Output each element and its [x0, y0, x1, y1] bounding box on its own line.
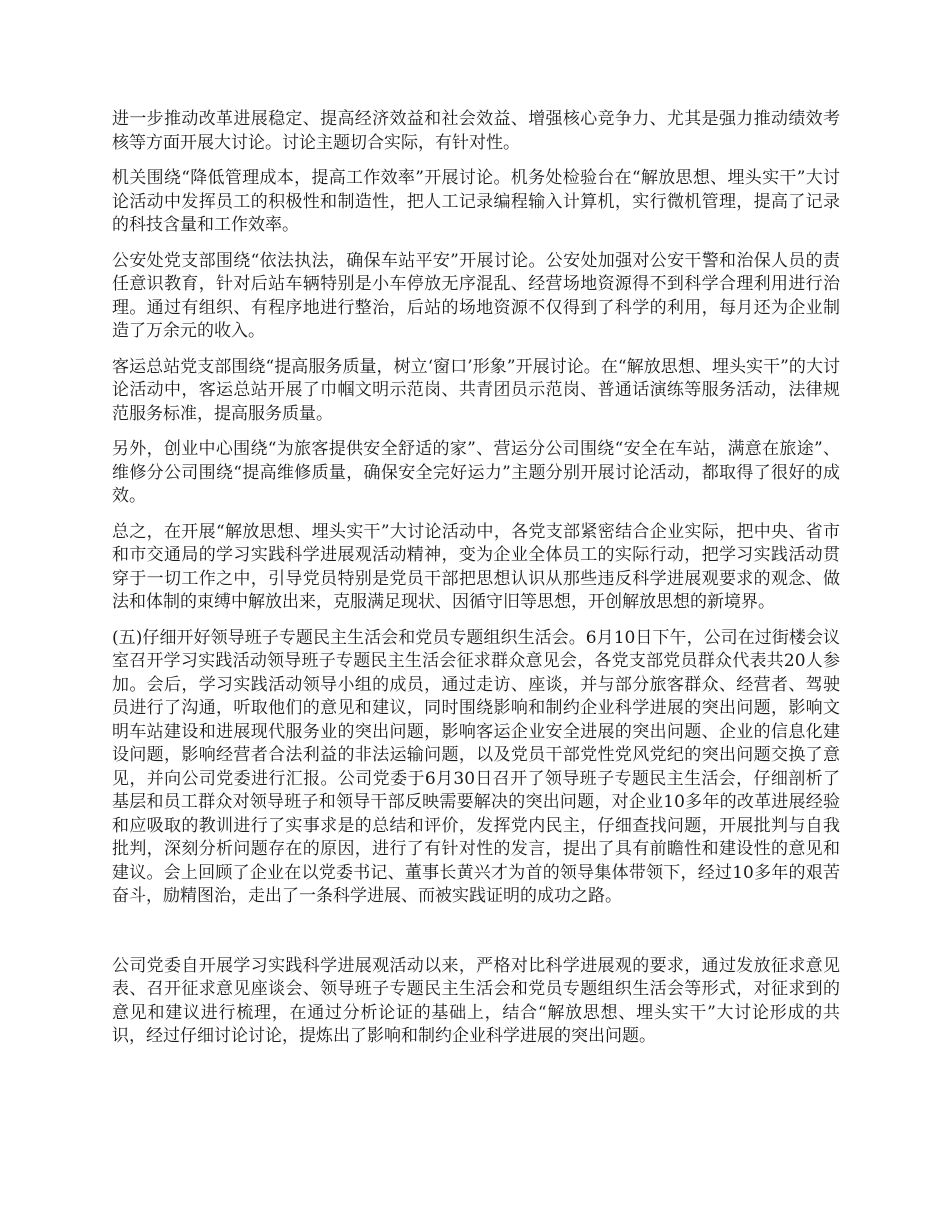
paragraph-1: 进一步推动改革进展稳定、提高经济效益和社会效益、增强核心竞争力、尤其是强力推动绩效考核等方面开展大讨论。讨论主题切合实际，有针对性。 — [112, 109, 840, 153]
document-body — [112, 108, 840, 1061]
paragraph-5: 另外，创业中心围绕“为旅客提供安全舒适的家”、营运分公司围绕“安全在车站，满意在旅途”、维修分公司围绕“提高维修质量，确保安全完好运力”主题分别开展讨论活动，都取得了很好的成效。 — [112, 439, 840, 506]
paragraph-6: 总之，在开展“解放思想、埋头实干”大讨论活动中，各党支部紧密结合企业实际，把中央、省市和市交通局的学习实践科学进展观活动精神，变为企业全体员工的实际行动，把学习实践活动贯穿于一切工作之中，引导党员特别是党员干部把思想认识从那些违反科学进展观要求的观念、做法和体制的束缚中解放出来，克服满足现状、因循守旧等思想，开创解放思想的新境界。 — [112, 521, 840, 612]
paragraph-8: 公司党委自开展学习实践科学进展观活动以来，严格对比科学进展观的要求，通过发放征求意见表、召开征求意见座谈会、领导班子专题民主生活会和党员专题组织生活会等形式，对征求到的意见和建议进行梳理，在通过分析论证的基础上，结合“解放思想、埋头实干”大讨论形成的共识，经过仔细讨论讨论，提炼出了影响和制约企业科学进展的突出问题。 — [112, 955, 840, 1046]
paragraph-4: 客运总站党支部围绕“提高服务质量，树立‘窗口’形象”开展讨论。在“解放思想、埋头实干”的大讨论活动中，客运总站开展了巾帼文明示范岗、共青团员示范岗、普通话演练等服务活动，法律规范服务标准，提高服务质量。 — [112, 356, 840, 424]
paragraph-2: 机关围绕“降低管理成本，提高工作效率”开展讨论。机务处检验台在“解放思想、埋头实干”大讨论活动中发挥员工的积极性和制造性，把人工记录编程输入计算机，实行微机管理，提高了记录的科技含量和工作效率。 — [112, 168, 840, 235]
paragraph-7: (五)仔细开好领导班子专题民主生活会和党员专题组织生活会。6月10日下午，公司在过街楼会议室召开学习实践活动领导班子专题民主生活会征求群众意见会，各党支部党员群众代表共20人参加。会后，学习实践活动领导小组的成员，通过走访、座谈，并与部分旅客群众、经营者、驾驶员进行了沟通，听取他们的意见和建议，同时围绕影响和制约企业科学进展的突出问题，影响文明车站建设和进展现代服务业的突出问题，影响客运企业安全进展的突出问题、企业的信息化建设问题，影响经营者合法利益的非法运输问题，以及党员干部党性党风党纪的突出问题交换了意见，并向公司党委进行汇报。公司党委于6月30日召开了领导班子专题民主生活会，仔细剖析了基层和员工群众对领导班子和领导干部反映需要解决的突出问题，对企业10多年的改革进展经验和应吸取的教训进行了实事求是的总结和评价，发挥党内民主，仔细查找问题，开展批判与自我批判，深刻分析问题存在的原因，进行了有针对性的发言，提出了具有前瞻性和建设性的意见和建议。会上回顾了企业在以党委书记、董事长黄兴才为首的领导集体带领下，经过10多年的艰苦奋斗，励精图治，走出了一条科学进展、而被实践证明的成功之路。 — [112, 627, 840, 906]
paragraph-3: 公安处党支部围绕“依法执法，确保车站平安”开展讨论。公安处加强对公安干警和治保人员的责任意识教育，针对后站车辆特别是小车停放无序混乱、经营场地资源得不到科学合理利用进行治理。通过有组织、有程序地进行整治，后站的场地资源不仅得到了科学的利用，每月还为企业制造了万余元的收入。 — [112, 250, 840, 341]
